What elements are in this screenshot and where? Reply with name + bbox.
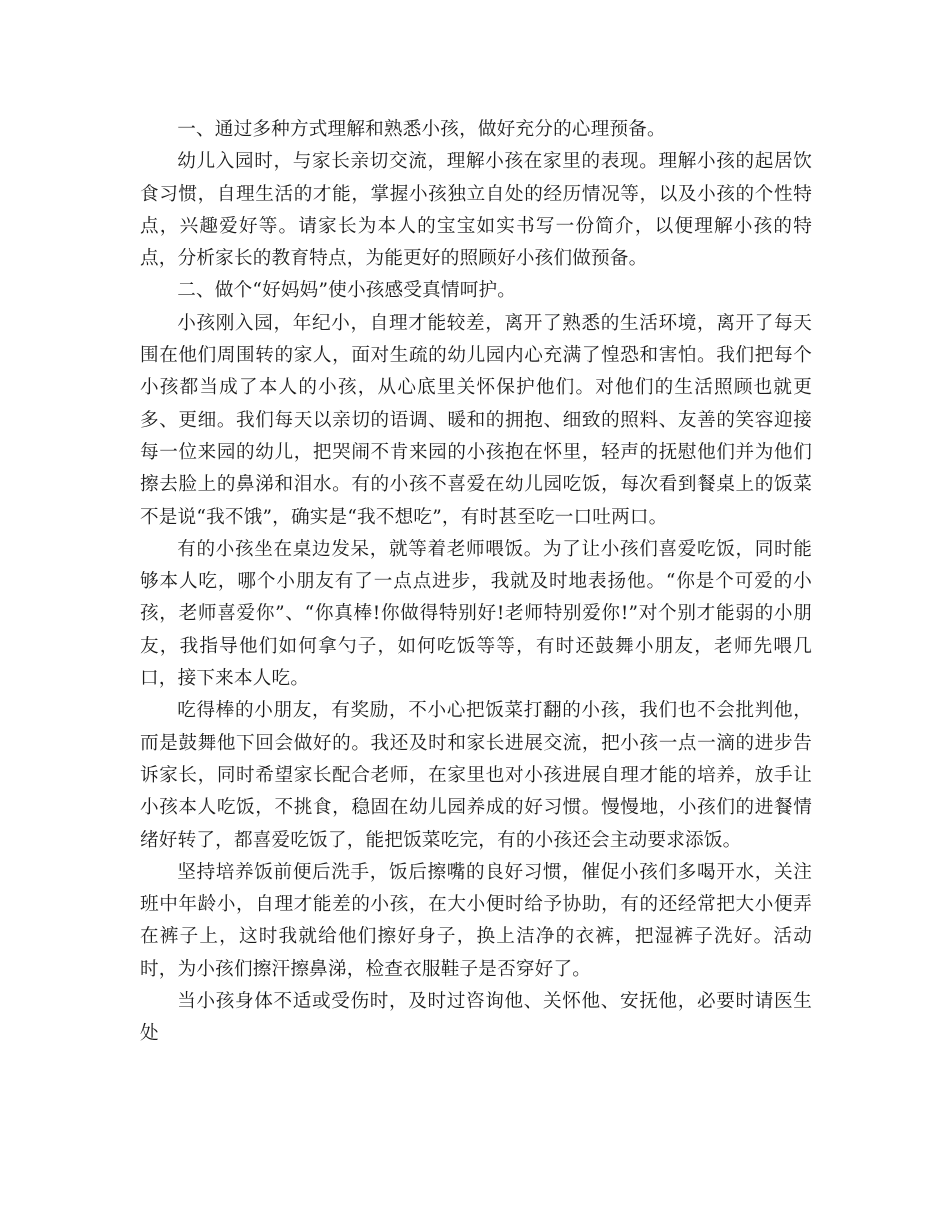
paragraph: 小孩刚入园，年纪小，自理才能较差，离开了熟悉的生活环境，离开了每天围在他们周围转的家人，面对生疏的幼儿园内心充满了惶恐和害怕。我们把每个小孩都当成了本人的小孩，从心底里关怀保护他们。对他们的生活照顾也就更多、更细。我们每天以亲切的语调、暖和的拥抱、细致的照料、友善的笑容迎接每一位来园的幼儿，把哭闹不肯来园的小孩抱在怀里，轻声的抚慰他们并为他们擦去脸上的鼻涕和泪水。有的小孩不喜爱在幼儿园吃饭，每次看到餐桌上的饭菜不是说“我不饿”，确实是“我不想吃”，有时甚至吃一口吐两口。 [140,312,812,528]
paragraph: 当小孩身体不适或受伤时，及时过咨询他、关怀他、安抚他，必要时请医生处 [140,991,812,1045]
paragraph: 幼儿入园时，与家长亲切交流，理解小孩在家里的表现。理解小孩的起居饮食习惯，自理生活的才能，掌握小孩独立自处的经历情况等，以及小孩的个性特点，兴趣爱好等。请家长为本人的宝宝如实书写一份简介，以便理解小孩的特点，分析家长的教育特点，为能更好的照顾好小孩们做预备。 [140,151,812,270]
paragraph: 吃得棒的小朋友，有奖励，不小心把饭菜打翻的小孩，我们也不会批判他，而是鼓舞他下回会做好的。我还及时和家长进展交流，把小孩一点一滴的进步告诉家长，同时希望家长配合老师，在家里也对小孩进展自理才能的培养，放手让小孩本人吃饭，不挑食，稳固在幼儿园养成的好习惯。慢慢地，小孩们的进餐情绪好转了，都喜爱吃饭了，能把饭菜吃完，有的小孩还会主动要求添饭。 [140,700,812,851]
section-heading-1: 一、通过多种方式理解和熟悉小孩，做好充分的心理预备。 [177,119,666,140]
paragraph: 坚持培养饭前便后洗手，饭后擦嘴的良好习惯，催促小孩们多喝开水，关注班中年龄小，自理才能差的小孩，在大小便时给予协助，有的还经常把大小便弄在裤子上，这时我就给他们擦好身子，换上洁净的衣裤，把湿裤子洗好。活动时，为小孩们擦汗擦鼻涕，检查衣服鞋子是否穿好了。 [140,861,812,980]
document-body [140,114,812,1051]
paragraph: 有的小孩坐在桌边发呆，就等着老师喂饭。为了让小孩们喜爱吃饭，同时能够本人吃，哪个小朋友有了一点点进步，我就及时地表扬他。“你是个可爱的小孩，老师喜爱你”、“你真棒!你做得特别好!老师特别爱你!”对个别才能弱的小朋友，我指导他们如何拿勺子，如何吃饭等等，有时还鼓舞小朋友，老师先喂几口，接下来本人吃。 [140,538,812,690]
section-heading-2: 二、做个“好妈妈”使小孩感受真情呵护。 [177,280,517,302]
